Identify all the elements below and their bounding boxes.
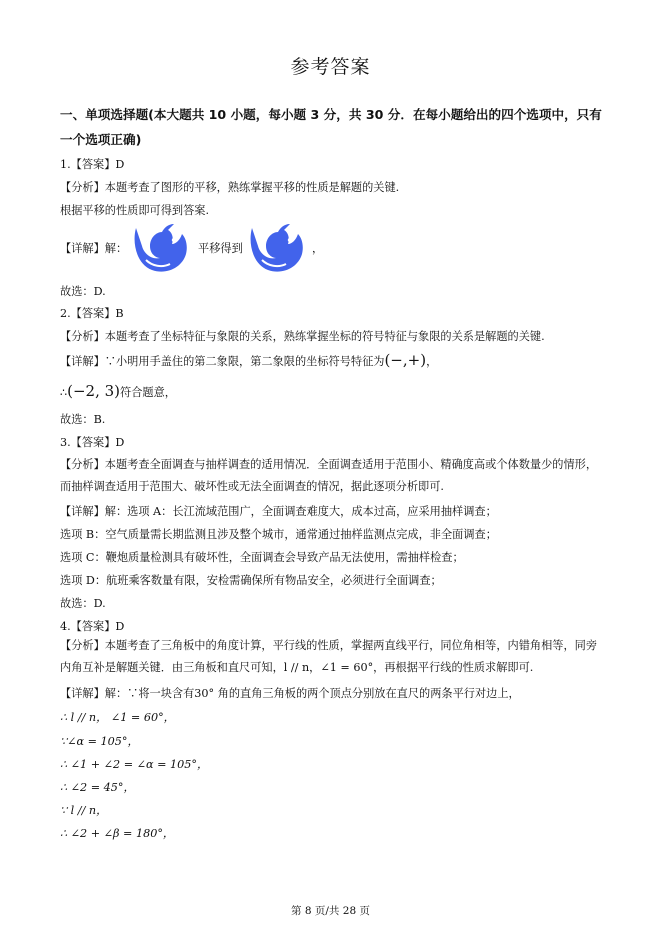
- section-heading: 一、单项选择题(本大题共 10 小题，每小题 3 分，共 30 分．在每小题给出的四个选项中，只有一个选项正确): [60, 107, 602, 147]
- q4-answer: 4.【答案】D: [60, 620, 125, 633]
- page-footer: 第 8 页/共 28 页: [291, 905, 370, 917]
- q1-detail: [60, 220, 605, 276]
- q3-analysis: 【分析】本题考查全面调查与抽样调查的适用情况．全面调查适用于范围小、精确度高或个体数量少的情形，而抽样调查适用于范围大、破坏性或无法全面调查的情况，据此逐项分析即可.: [60, 458, 598, 493]
- q4-step-3: ∴ ∠1 + ∠2 = ∠α = 105°，: [60, 758, 209, 771]
- q1-detail-prefix: 【详解】解：: [60, 242, 128, 255]
- q1-analysis: 【分析】本题考查了图形的平移，熟练掌握平移的性质是解题的关键.: [60, 181, 400, 194]
- q4-detail: 【详解】解：∵将一块含有30° 角的直角三角板的两个顶点分别放在直尺的两条平行对边上，: [60, 687, 520, 700]
- q1-detail-end: ，: [312, 242, 324, 255]
- q3-answer: 3.【答案】D: [60, 436, 125, 449]
- page-title: 参考答案: [290, 56, 371, 78]
- q2-point: (−2, 3): [67, 382, 121, 400]
- q4-step-6: ∴ ∠2 + ∠β = 180°，: [60, 827, 175, 840]
- q2-fits: 符合题意，: [120, 386, 176, 399]
- q4-step-5: ∵ l // n，: [60, 804, 108, 817]
- q4-step-4: ∴ ∠2 = 45°，: [60, 781, 135, 794]
- q3-option-a: 【详解】解：选项 A：长江流域范围广，全面调查难度大，成本过高，应采用抽样调查；: [60, 505, 497, 518]
- q4-analysis: 【分析】本题考查了三角板中的角度计算，平行线的性质，掌握两直线平行，同位角相等，内错角相等，同旁内角互补是解题关键．由三角板和直尺可知，l // n，∠1 = 60°，再根据平行线的性质求解即可.: [60, 639, 598, 674]
- whale-logo-icon: [130, 220, 192, 276]
- q4-step-2: ∵∠α = 105°，: [60, 735, 139, 748]
- q2-therefore: [60, 383, 605, 401]
- q2-conclusion: 故选：B.: [60, 413, 106, 426]
- q3-conclusion: 故选：D.: [60, 597, 106, 610]
- q2-detail: [60, 352, 605, 370]
- therefore-symbol: ∴: [60, 386, 68, 399]
- q2-sign: (−,+): [384, 351, 427, 369]
- whale-logo-translated-icon: [246, 220, 308, 276]
- q4-step-1: ∴ l // n， ∠1 = 60°，: [60, 711, 175, 724]
- q2-detail-end: ，: [426, 355, 438, 368]
- q1-detail-mid: 平移得到: [198, 242, 243, 255]
- q1-answer: 1.【答案】D: [60, 158, 125, 171]
- q3-option-b: 选项 B：空气质量需长期监测且涉及整个城市，通常通过抽样监测点完成，非全面调查；: [60, 528, 497, 541]
- q3-option-c: 选项 C：鞭炮质量检测具有破坏性，全面调查会导致产品无法使用，需抽样检查；: [60, 551, 464, 564]
- q2-analysis: 【分析】本题考查了坐标特征与象限的关系，熟练掌握坐标的符号特征与象限的关系是解题的关键.: [60, 330, 545, 343]
- q2-answer: 2.【答案】B: [60, 307, 124, 320]
- q2-detail-text: 【详解】∵小明用手盖住的第二象限，第二象限的坐标符号特征为: [60, 355, 385, 368]
- q1-analysis-2: 根据平移的性质即可得到答案.: [60, 204, 209, 217]
- q1-conclusion: 故选：D.: [60, 285, 106, 298]
- q3-option-d: 选项 D：航班乘客数量有限，安检需确保所有物品安全，必须进行全面调查；: [60, 574, 442, 587]
